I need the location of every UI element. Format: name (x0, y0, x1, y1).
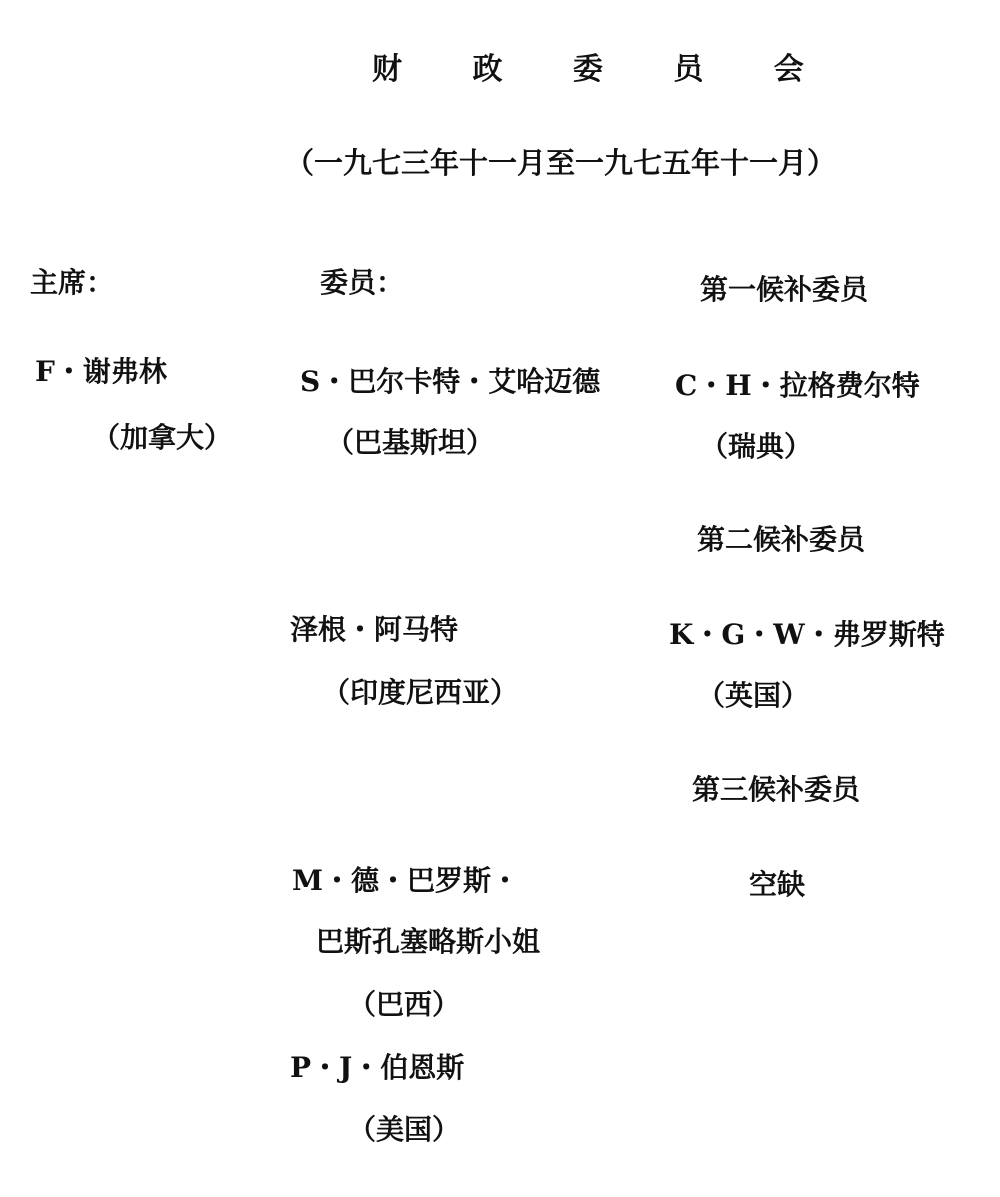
member-name-line2: 巴斯孔塞略斯小姐 (316, 925, 541, 958)
member-name: P・J・伯恩斯 (290, 1051, 465, 1084)
member-name-line1: M・德・巴罗斯・ (292, 864, 519, 897)
member-name: 泽根・阿马特 (290, 613, 459, 646)
member-country: （巴西） (348, 988, 461, 1021)
chairman-name: F・谢弗林 (35, 355, 167, 388)
second-alternate-name: K・G・W・弗罗斯特 (669, 618, 945, 651)
first-alternate-heading: 第一候补委员 (700, 273, 869, 306)
chairman-heading: 主席： (30, 266, 115, 299)
second-alternate-heading: 第二候补委员 (697, 523, 866, 556)
first-alternate-country: （瑞典） (700, 430, 813, 463)
member-country: （巴基斯坦） (326, 426, 495, 459)
members-heading: 委员： (320, 266, 405, 299)
term-period: （一九七三年十一月至一九七五年十一月） (285, 146, 837, 180)
member-name: S・巴尔卡特・艾哈迈德 (300, 365, 601, 398)
member-country: （印度尼西亚） (322, 676, 519, 709)
third-alternate-name: 空缺 (749, 868, 806, 901)
second-alternate-country: （英国） (697, 679, 810, 712)
member-country: （美国） (348, 1113, 461, 1146)
chairman-country: （加拿大） (92, 421, 233, 454)
document-title: 财 政 委 员 会 (372, 52, 834, 87)
third-alternate-heading: 第三候补委员 (692, 773, 861, 806)
first-alternate-name: C・H・拉格费尔特 (675, 369, 920, 402)
